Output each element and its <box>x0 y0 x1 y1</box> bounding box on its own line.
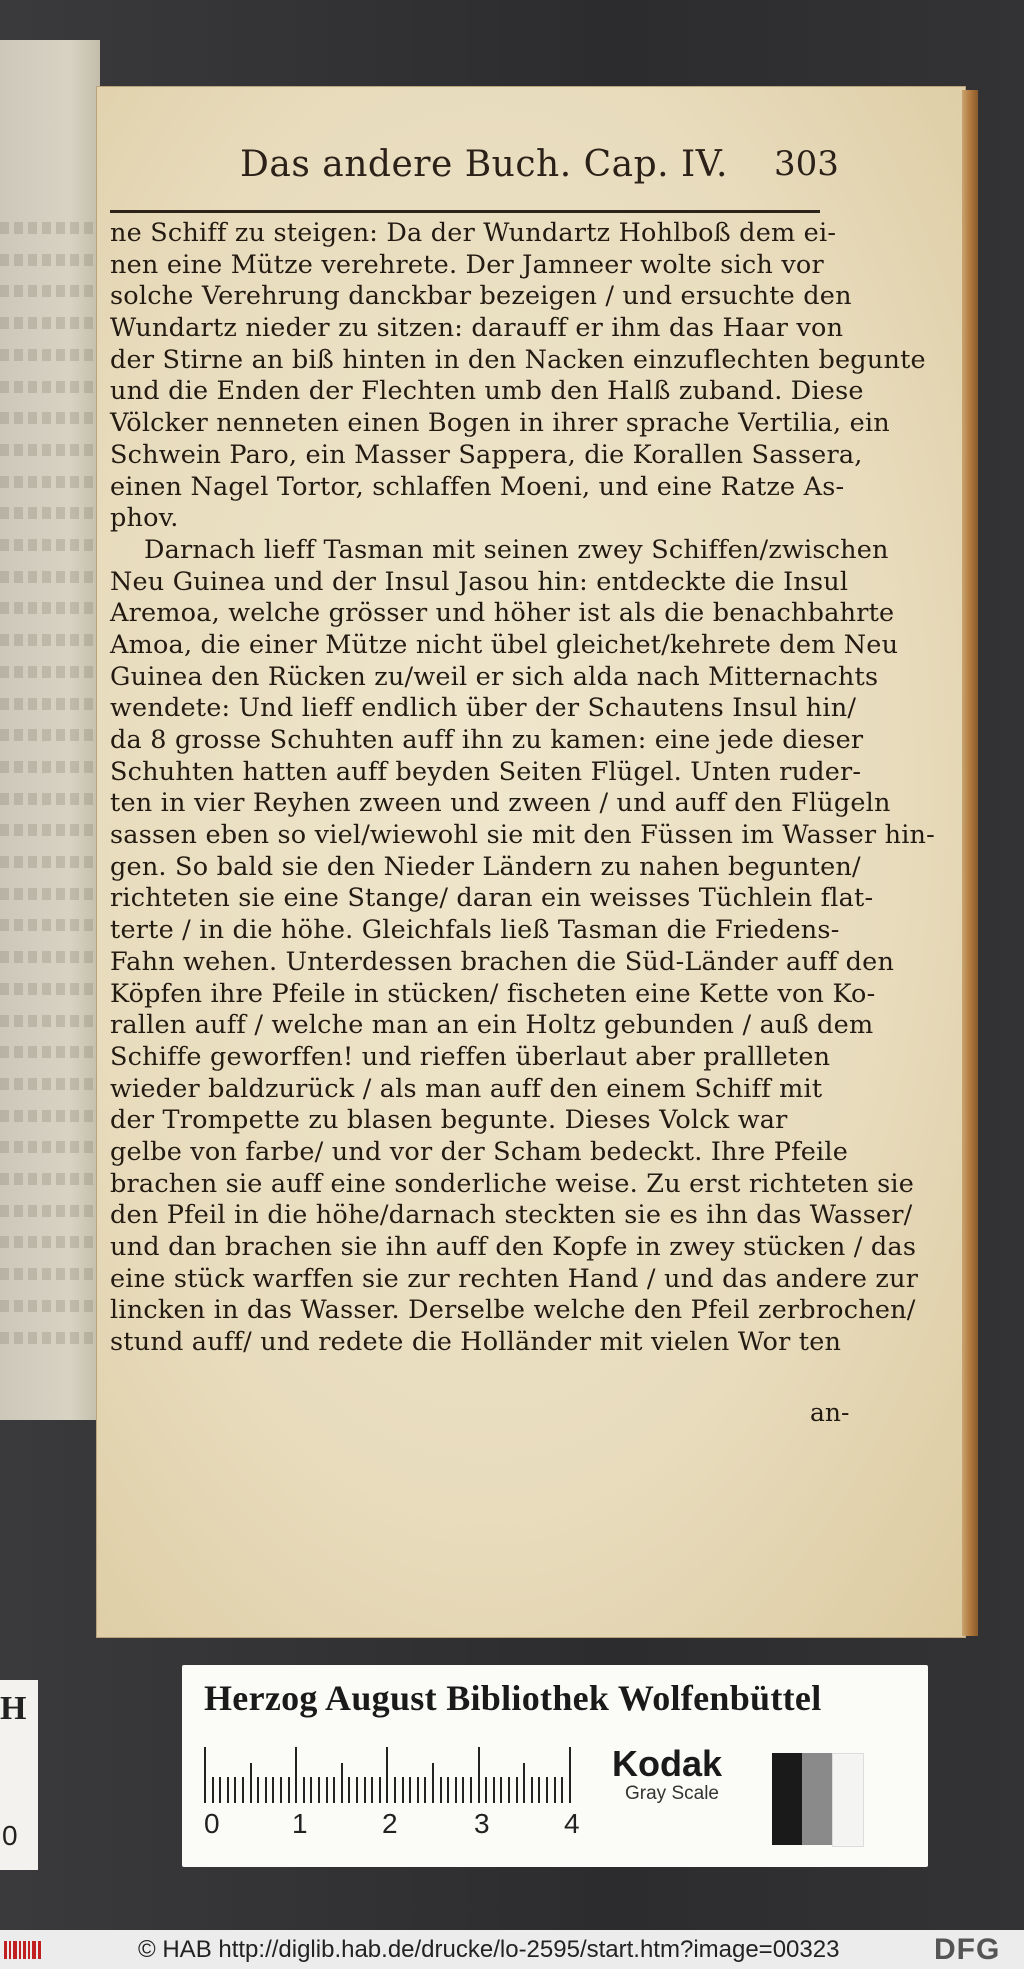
text-line: Völcker nenneten einen Bogen in ihrer sprache Vertilia, ein <box>110 408 890 439</box>
text-line: eine stück warffen sie zur rechten Hand / und das andere zur <box>110 1263 919 1294</box>
bleed-line <box>0 666 100 678</box>
ruler-tick <box>371 1777 373 1803</box>
bleed-line <box>0 1015 100 1027</box>
bleed-line <box>0 856 100 868</box>
dfg-logo: DFG <box>934 1933 1001 1966</box>
left-card-number: 0 <box>2 1820 18 1851</box>
bleed-line <box>0 888 100 900</box>
footer-copyright-link[interactable]: © HAB http://diglib.hab.de/drucke/lo-2595/start.htm?image=00323 <box>138 1936 840 1963</box>
text-line: rallen auff / welche man an ein Holtz gebunden / auß dem <box>110 1010 874 1041</box>
ruler-tick <box>204 1747 206 1803</box>
text-line: phov. <box>110 503 179 534</box>
ruler-tick <box>257 1777 259 1803</box>
ruler-tick <box>379 1777 381 1803</box>
ruler-tick <box>462 1777 464 1803</box>
text-line: und dan brachen sie ihn auff den Kopfe in zwey stücken / das <box>110 1232 917 1262</box>
ruler-tick <box>288 1777 290 1803</box>
text-line: gelbe von farbe/ und vor der Scham bedeckt. Ihre Pfeile <box>110 1136 849 1167</box>
hab-barcode-icon <box>2 1938 44 1962</box>
bleed-line <box>0 1078 100 1090</box>
ruler-tick <box>212 1777 214 1803</box>
gray-scale-label: Gray Scale <box>625 1783 719 1804</box>
ruler-tick <box>455 1777 457 1803</box>
ruler-tick <box>447 1777 449 1803</box>
bleed-line <box>0 919 100 931</box>
page-header <box>140 140 840 196</box>
text-line: terte / in die höhe. Gleichfals ließ Tasman die Friedens- <box>110 915 840 946</box>
gray-swatch-mid <box>802 1753 832 1845</box>
bleed-line <box>0 951 100 963</box>
bleed-line <box>0 793 100 805</box>
bleed-line <box>0 1332 100 1344</box>
ruler-tick <box>272 1777 274 1803</box>
bleed-line <box>0 824 100 836</box>
text-line: Schwein Paro, ein Masser Sappera, die Korallen Sassera, <box>110 439 863 470</box>
text-line: solche Verehrung danckbar bezeigen / und ersuchte den <box>110 281 852 312</box>
header-rule <box>110 210 820 213</box>
text-line: Schuhten hatten auff beyden Seiten Flügel. Unten ruder- <box>110 756 862 787</box>
ruler-tick <box>424 1777 426 1803</box>
ruler-tick <box>417 1777 419 1803</box>
text-line: ten in vier Reyhen zween und zween / und auff den Flügeln <box>110 788 891 819</box>
body-text <box>110 218 935 1359</box>
text-line: wieder baldzurück / als man auff den einem Schiff mit <box>110 1073 823 1104</box>
ruler-tick <box>348 1777 350 1803</box>
ruler-tick <box>500 1777 502 1803</box>
running-head: Das andere Buch. Cap. IV. <box>240 144 728 185</box>
bleed-line <box>0 698 100 710</box>
text-line: richteten sie eine Stange/ daran ein weisses Tüchlein flat- <box>110 883 874 914</box>
bleed-line <box>0 1046 100 1058</box>
ruler-tick <box>409 1777 411 1803</box>
text-line: Darnach lieff Tasman mit seinen zwey Schiffen/zwischen <box>144 534 889 565</box>
bleed-line <box>0 983 100 995</box>
catchword: an- <box>810 1398 850 1427</box>
ruler-tick <box>250 1763 252 1803</box>
scale-ruler <box>204 1747 574 1803</box>
bleed-line <box>0 634 100 646</box>
kodak-logo: Kodak <box>612 1743 723 1784</box>
ruler-tick <box>234 1777 236 1803</box>
text-line: Aremoa, welche grösser und höher ist als die benachbahrte <box>110 598 895 629</box>
bleed-line <box>0 254 100 266</box>
text-line: da 8 grosse Schuhten auff ihn zu kamen: eine jede dieser <box>110 725 864 755</box>
footer-bar <box>0 1930 1024 1969</box>
ruler-tick <box>523 1763 525 1803</box>
bleed-line <box>0 1236 100 1248</box>
scale-label: 3 <box>474 1808 490 1839</box>
bleed-line <box>0 381 100 393</box>
ruler-tick <box>394 1777 396 1803</box>
color-target-card <box>182 1665 928 1867</box>
text-line: Amoa, die einer Mütze nicht übel gleichet/kehrete dem Neu <box>110 629 899 660</box>
left-partial-card <box>0 1680 38 1870</box>
gray-swatch-black <box>772 1753 802 1845</box>
ruler-tick <box>569 1747 571 1803</box>
bleed-line <box>0 1173 100 1185</box>
text-line: stund auff/ und redete die Holländer mit vielen Wor ten <box>110 1327 842 1358</box>
text-line: wendete: Und lieff endlich über der Schautens Insul hin/ <box>110 693 857 724</box>
ruler-tick <box>508 1777 510 1803</box>
bleed-line <box>0 761 100 773</box>
ruler-tick <box>440 1777 442 1803</box>
gray-swatch-white <box>832 1753 864 1847</box>
bleed-line <box>0 1300 100 1312</box>
text-line: nen eine Mütze verehrete. Der Jamneer wolte sich vor <box>110 249 824 280</box>
bleed-line <box>0 317 100 329</box>
bleed-line <box>0 1141 100 1153</box>
text-line: sassen eben so viel/wiewohl sie mit den Füssen im Wasser hin- <box>110 820 935 851</box>
ruler-tick <box>318 1777 320 1803</box>
ruler-tick <box>402 1777 404 1803</box>
ruler-tick <box>478 1747 480 1803</box>
ruler-tick <box>546 1777 548 1803</box>
bleed-line <box>0 1110 100 1122</box>
bleed-line <box>0 349 100 361</box>
text-line: den Pfeil in die höhe/darnach steckten sie es ihn das Wasser/ <box>110 1200 913 1231</box>
ruler-tick <box>516 1777 518 1803</box>
page-edge <box>962 90 978 1636</box>
ruler-tick <box>310 1777 312 1803</box>
bleed-line <box>0 1268 100 1280</box>
ruler-tick <box>356 1777 358 1803</box>
ruler-tick <box>341 1763 343 1803</box>
text-line: und die Enden der Flechten umb den Halß zuband. Diese <box>110 376 864 407</box>
ruler-tick <box>265 1777 267 1803</box>
text-line: der Stirne an biß hinten in den Nacken einzuflechten begunte <box>110 344 926 375</box>
bleed-line <box>0 444 100 456</box>
ruler-tick <box>219 1777 221 1803</box>
scale-label: 4 <box>564 1808 580 1839</box>
ruler-tick <box>295 1747 297 1803</box>
ruler-tick <box>364 1777 366 1803</box>
ruler-tick <box>326 1777 328 1803</box>
text-line: Fahn wehen. Unterdessen brachen die Süd-Länder auff den <box>110 946 895 977</box>
bleed-line <box>0 602 100 614</box>
scale-label: 2 <box>382 1808 398 1839</box>
ruler-tick <box>554 1777 556 1803</box>
bleed-line <box>0 476 100 488</box>
bleed-line <box>0 1205 100 1217</box>
ruler-tick <box>531 1777 533 1803</box>
bleed-line <box>0 729 100 741</box>
bleed-line <box>0 507 100 519</box>
ruler-tick <box>561 1777 563 1803</box>
text-line: lincken in das Wasser. Derselbe welche den Pfeil zerbrochen/ <box>110 1295 916 1326</box>
left-card-letter: H <box>0 1690 27 1727</box>
ruler-tick <box>485 1777 487 1803</box>
text-line: der Trompette zu blasen begunte. Dieses Volck war <box>110 1105 788 1136</box>
ruler-tick <box>303 1777 305 1803</box>
ruler-tick <box>432 1763 434 1803</box>
text-line: Wundartz nieder zu sitzen: darauff er ihm das Haar von <box>110 313 844 344</box>
ruler-tick <box>386 1747 388 1803</box>
page-number: 303 <box>774 144 839 184</box>
bleed-line <box>0 412 100 424</box>
text-line: brachen sie auff eine sonderliche weise. Zu erst richteten sie <box>110 1168 915 1199</box>
text-line: Guinea den Rücken zu/weil er sich alda nach Mitternachts <box>110 661 879 692</box>
scale-label: 1 <box>292 1808 308 1839</box>
ruler-tick <box>333 1777 335 1803</box>
bleed-line <box>0 539 100 551</box>
ruler-tick <box>470 1777 472 1803</box>
ruler-tick <box>493 1777 495 1803</box>
text-line: Köpfen ihre Pfeile in stücken/ fischeten eine Kette von Ko- <box>110 978 876 1009</box>
ruler-tick <box>538 1777 540 1803</box>
text-line: Neu Guinea und der Insul Jasou hin: entdeckte die Insul <box>110 566 849 597</box>
ruler-tick <box>280 1777 282 1803</box>
bleed-line <box>0 222 100 234</box>
scale-label: 0 <box>204 1808 220 1839</box>
text-line: ne Schiff zu steigen: Da der Wundartz Hohlboß dem ei- <box>110 218 837 248</box>
ruler-tick <box>242 1777 244 1803</box>
ruler-tick <box>227 1777 229 1803</box>
bleed-line <box>0 571 100 583</box>
text-line: Schiffe geworffen! und rieffen überlaut aber prallleten <box>110 1041 831 1072</box>
bleed-line <box>0 285 100 297</box>
library-name: Herzog August Bibliothek Wolfenbüttel <box>204 1678 822 1718</box>
text-line: gen. So bald sie den Nieder Ländern zu nahen begunten/ <box>110 851 861 882</box>
text-line: einen Nagel Tortor, schlaffen Moeni, und eine Ratze As- <box>110 471 845 502</box>
